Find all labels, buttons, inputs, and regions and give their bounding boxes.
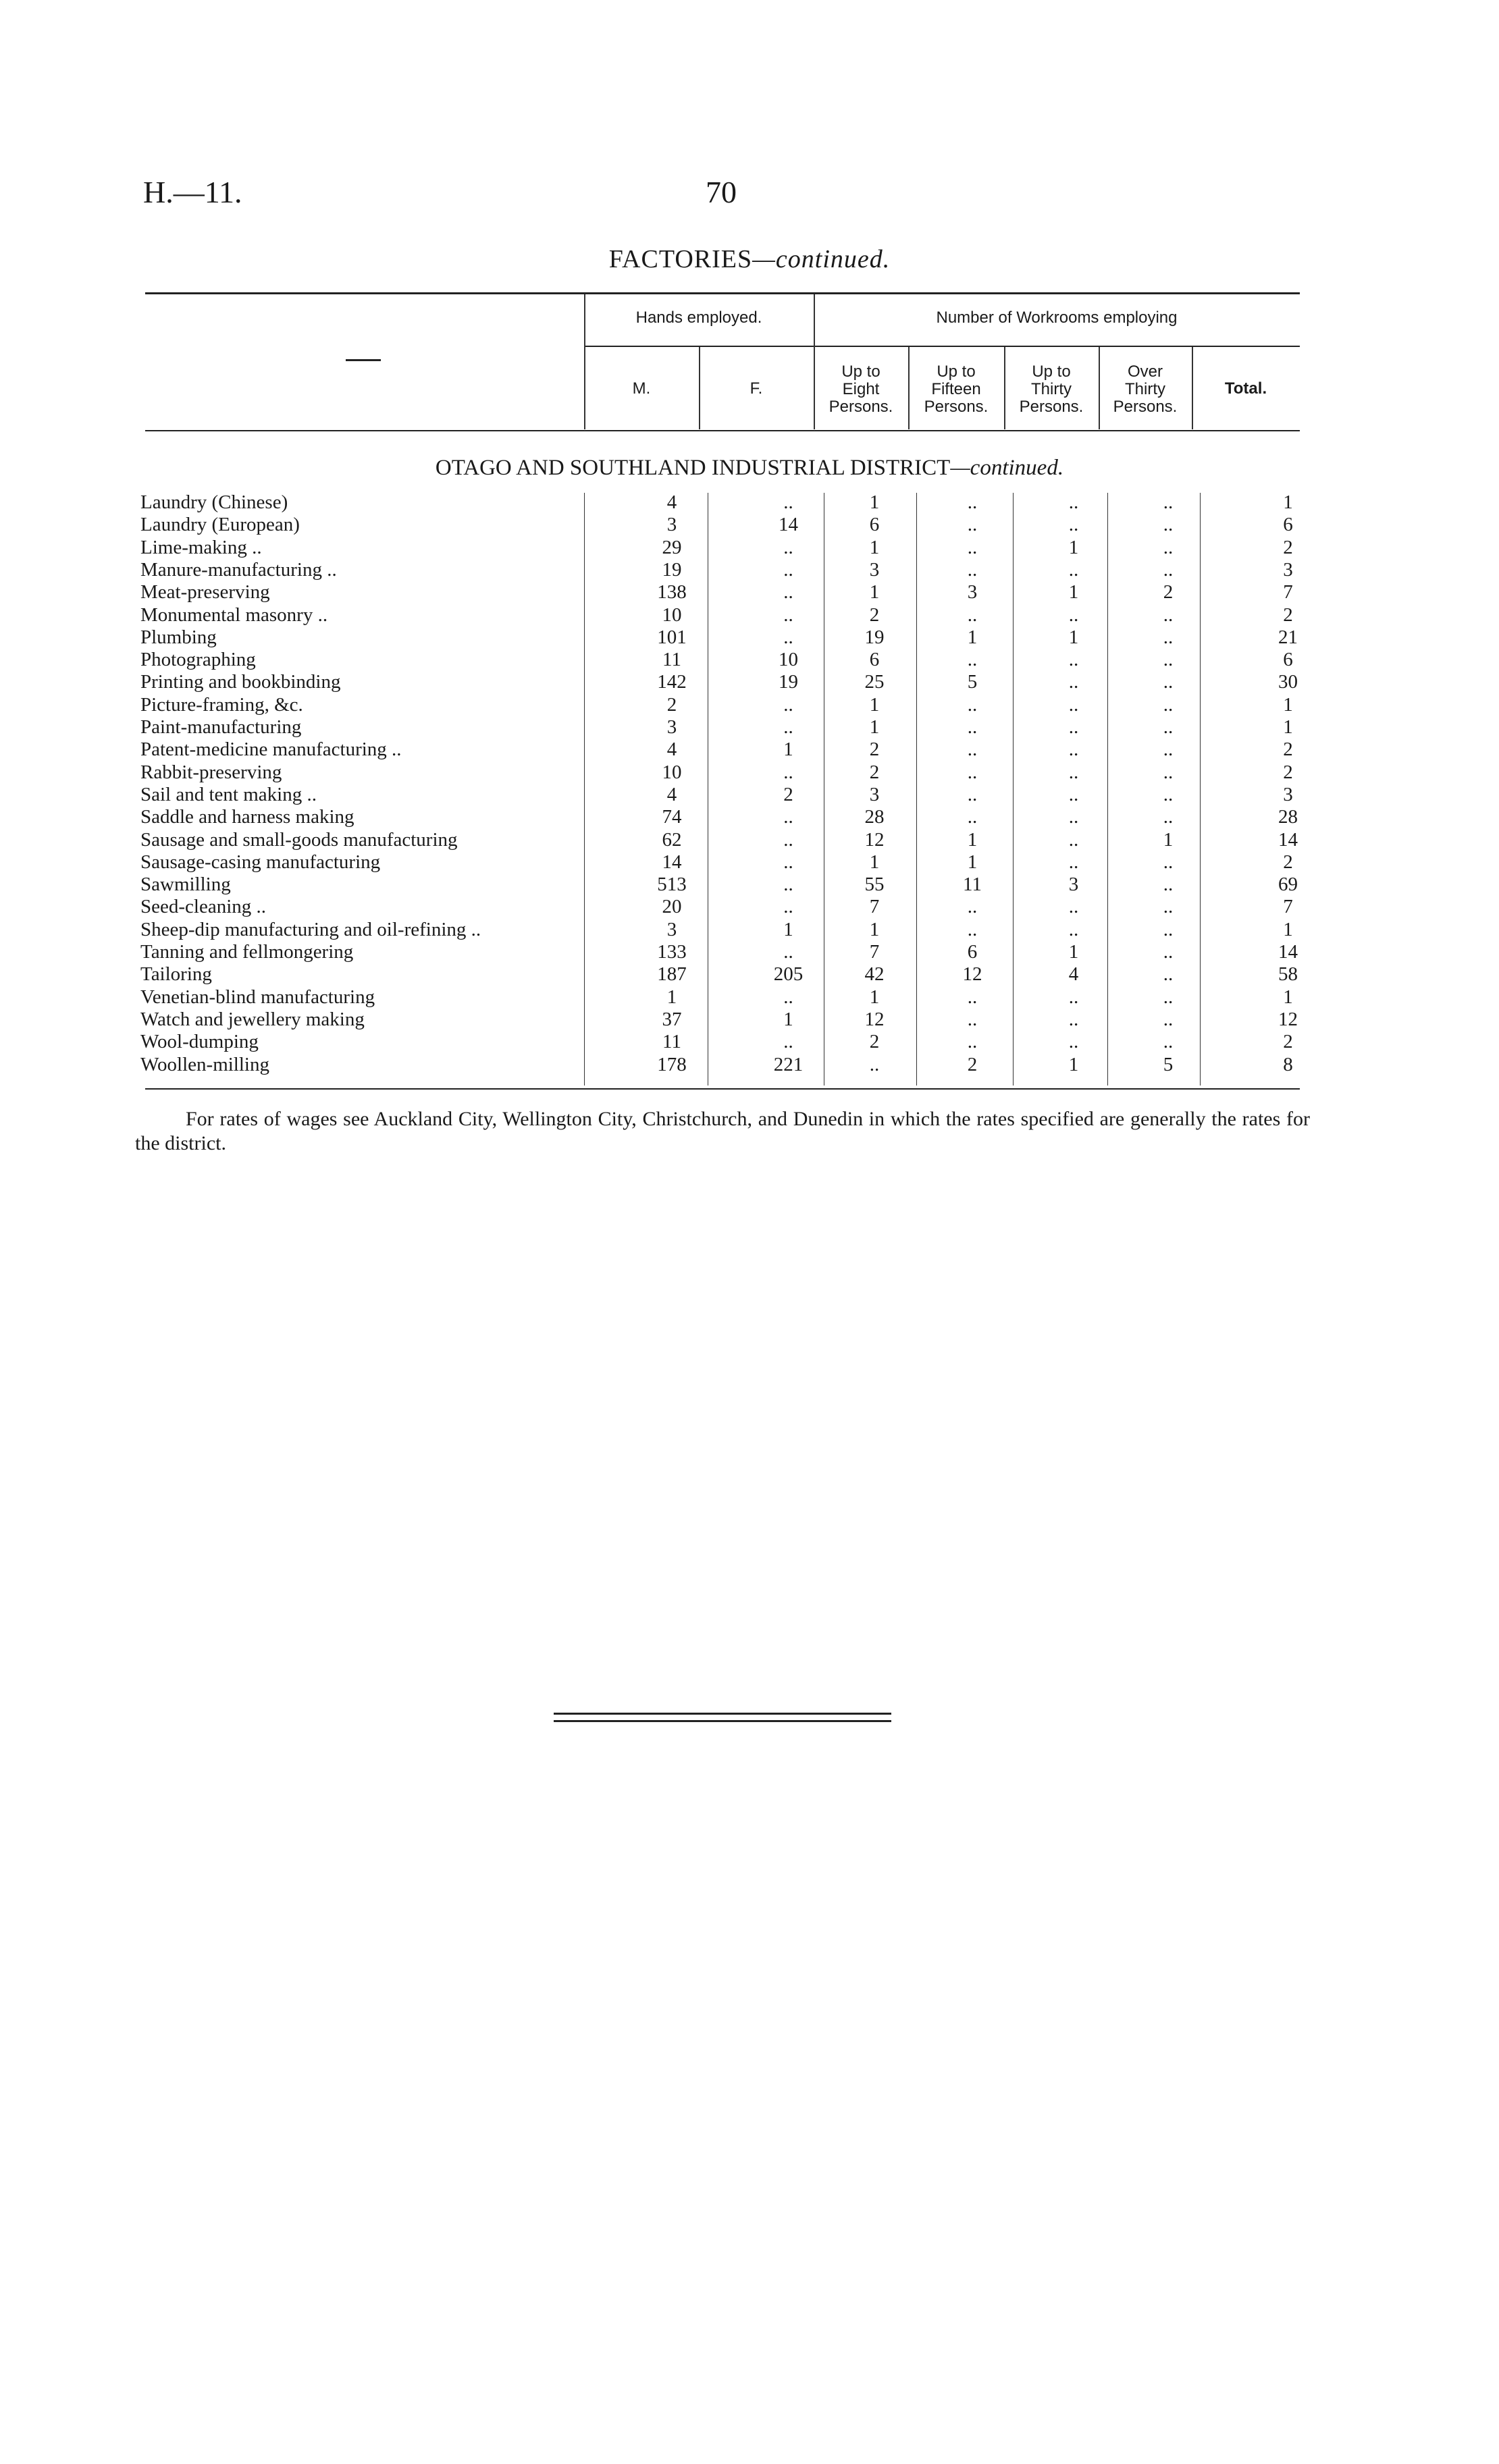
- cell-over: 1: [1163, 828, 1174, 851]
- row-label: Woollen-milling: [140, 1053, 269, 1075]
- row-label: Monumental masonry ..: [140, 604, 328, 626]
- cell-p15: ..: [967, 761, 978, 783]
- table-row: [0, 761, 1499, 784]
- cell-f: 1: [783, 739, 793, 761]
- footnote: For rates of wages see Auckland City, Wellington City, Christchurch, and Dunedin in which the rates specified are generally the rates for the district.: [135, 1108, 1310, 1154]
- end-rule-bottom: [554, 1720, 891, 1722]
- cell-total: 21: [1278, 626, 1298, 648]
- cell-p30: 1: [1068, 581, 1079, 604]
- cell-total: 58: [1278, 963, 1298, 986]
- row-label: Venetian-blind manufacturing: [140, 986, 375, 1008]
- row-label: Paint-manufacturing: [140, 716, 302, 738]
- cell-total: 14: [1278, 828, 1298, 851]
- cell-f: ..: [783, 536, 793, 558]
- table-row: [0, 739, 1499, 761]
- cell-f: 221: [773, 1053, 804, 1075]
- table-row: [0, 806, 1499, 828]
- cell-over: ..: [1163, 716, 1174, 738]
- col-thirty-line: Thirty: [1031, 380, 1072, 398]
- row-label: Patent-medicine manufacturing ..: [140, 739, 402, 761]
- table-row: [0, 604, 1499, 626]
- district-name: OTAGO AND SOUTHLAND INDUSTRIAL DISTRICT: [435, 456, 951, 480]
- cell-m: 3: [666, 514, 677, 536]
- cell-m: 3: [666, 918, 677, 940]
- cell-p30: ..: [1068, 1008, 1079, 1030]
- cell-p8: 6: [869, 514, 880, 536]
- cell-p8: 3: [869, 783, 880, 805]
- cell-f: ..: [783, 828, 793, 851]
- row-label: Wool-dumping: [140, 1031, 259, 1053]
- cell-over: ..: [1163, 693, 1174, 716]
- cell-f: ..: [783, 604, 793, 626]
- cell-f: ..: [783, 851, 793, 873]
- cell-f: 10: [779, 649, 798, 671]
- cell-p15: 1: [967, 828, 978, 851]
- cell-f: ..: [783, 761, 793, 783]
- cell-over: ..: [1163, 918, 1174, 940]
- col-over-line: Over: [1127, 363, 1163, 381]
- table-row: [0, 626, 1499, 649]
- header-top-rule: [145, 292, 1300, 294]
- cell-p30: ..: [1068, 491, 1079, 513]
- col-fifteen-heading: [908, 363, 1004, 416]
- cell-total: 1: [1283, 986, 1293, 1008]
- cell-p15: ..: [967, 739, 978, 761]
- row-label: Picture-framing, &c.: [140, 693, 303, 716]
- cell-total: 3: [1283, 783, 1293, 805]
- page-title: [0, 244, 1499, 274]
- cell-total: 6: [1283, 514, 1293, 536]
- row-label: Laundry (European): [140, 514, 300, 536]
- table-row: [0, 874, 1499, 896]
- cell-p30: ..: [1068, 671, 1079, 693]
- col-thirty-line: Persons.: [1019, 398, 1084, 416]
- cell-m: 20: [662, 896, 682, 918]
- cell-m: 1: [666, 986, 677, 1008]
- cell-p15: 2: [967, 1053, 978, 1075]
- table-row: [0, 671, 1499, 693]
- cell-over: ..: [1163, 536, 1174, 558]
- cell-m: 74: [662, 806, 682, 828]
- cell-over: ..: [1163, 851, 1174, 873]
- col-thirty-heading: [1004, 363, 1099, 416]
- cell-over: ..: [1163, 491, 1174, 513]
- row-label: Sausage-casing manufacturing: [140, 851, 381, 873]
- table-row: [0, 491, 1499, 514]
- cell-p8: 1: [869, 851, 880, 873]
- cell-p30: ..: [1068, 1031, 1079, 1053]
- row-label: Tanning and fellmongering: [140, 941, 354, 963]
- row-label: Sheep-dip manufacturing and oil-refining ..: [140, 918, 481, 940]
- cell-p15: 12: [962, 963, 982, 986]
- col-thirty-line: Up to: [1032, 363, 1071, 381]
- row-label: Sausage and small-goods manufacturing: [140, 828, 458, 851]
- cell-m: 4: [666, 783, 677, 805]
- cell-over: ..: [1163, 896, 1174, 918]
- cell-p8: 1: [869, 716, 880, 738]
- cell-m: 19: [662, 558, 682, 581]
- row-label: Laundry (Chinese): [140, 491, 288, 513]
- cell-m: 11: [662, 1031, 681, 1053]
- cell-over: ..: [1163, 963, 1174, 986]
- cell-m: 37: [662, 1008, 682, 1030]
- table-row: [0, 559, 1499, 581]
- row-label: Photographing: [140, 649, 256, 671]
- district-heading: [0, 456, 1499, 481]
- cell-f: 19: [779, 671, 798, 693]
- row-label: Plumbing: [140, 626, 217, 648]
- table-row: [0, 963, 1499, 986]
- col-f-heading: F.: [750, 379, 763, 398]
- cell-m: 29: [662, 536, 682, 558]
- cell-f: 1: [783, 918, 793, 940]
- table-row: [0, 784, 1499, 806]
- cell-over: ..: [1163, 941, 1174, 963]
- table-row: [0, 896, 1499, 918]
- row-label: Meat-preserving: [140, 581, 270, 604]
- cell-p8: 55: [864, 874, 885, 896]
- cell-p15: 3: [967, 581, 978, 604]
- row-label: Seed-cleaning ..: [140, 896, 267, 918]
- cell-total: 2: [1283, 851, 1293, 873]
- cell-m: 11: [662, 649, 681, 671]
- col-eight-line: Up to: [841, 363, 880, 381]
- cell-total: 1: [1283, 491, 1293, 513]
- table-row: [0, 1009, 1499, 1031]
- cell-over: ..: [1163, 806, 1174, 828]
- cell-p15: ..: [967, 806, 978, 828]
- cell-p30: ..: [1068, 851, 1079, 873]
- col-eight-heading: [814, 363, 908, 416]
- cell-p15: ..: [967, 1008, 978, 1030]
- cell-p15: ..: [967, 693, 978, 716]
- cell-total: 12: [1278, 1008, 1298, 1030]
- cell-f: 1: [783, 1008, 793, 1030]
- cell-p15: ..: [967, 649, 978, 671]
- col-eight-line: Persons.: [829, 398, 893, 416]
- row-label: Manure-manufacturing ..: [140, 558, 337, 581]
- cell-f: ..: [783, 626, 793, 648]
- cell-p30: ..: [1068, 604, 1079, 626]
- header-bottom-rule: [145, 430, 1300, 431]
- cell-p15: ..: [967, 918, 978, 940]
- cell-p8: 7: [869, 941, 880, 963]
- cell-f: ..: [783, 693, 793, 716]
- table-row: [0, 716, 1499, 739]
- cell-total: 1: [1283, 716, 1293, 738]
- cell-p15: ..: [967, 783, 978, 805]
- cell-f: 205: [773, 963, 804, 986]
- cell-p15: 11: [963, 874, 982, 896]
- cell-total: 6: [1283, 649, 1293, 671]
- col-fifteen-line: Up to: [937, 363, 976, 381]
- cell-p30: 1: [1068, 941, 1079, 963]
- cell-p8: 19: [864, 626, 885, 648]
- table-row: [0, 986, 1499, 1009]
- cell-f: ..: [783, 716, 793, 738]
- cell-p8: 2: [869, 739, 880, 761]
- table-bottom-rule: [145, 1088, 1300, 1090]
- workrooms-heading: Number of Workrooms employing: [936, 309, 1178, 327]
- cell-over: ..: [1163, 739, 1174, 761]
- page-reference: H.—11.: [143, 175, 242, 209]
- cell-total: 2: [1283, 536, 1293, 558]
- cell-f: ..: [783, 581, 793, 604]
- cell-total: 7: [1283, 581, 1293, 604]
- cell-p8: 1: [869, 536, 880, 558]
- cell-m: 4: [666, 491, 677, 513]
- cell-p30: ..: [1068, 716, 1079, 738]
- stub-dash: [346, 359, 381, 361]
- cell-total: 28: [1278, 806, 1298, 828]
- cell-p30: ..: [1068, 828, 1079, 851]
- cell-p8: 1: [869, 491, 880, 513]
- cell-over: 2: [1163, 581, 1174, 604]
- cell-p30: ..: [1068, 761, 1079, 783]
- table-row: [0, 829, 1499, 851]
- cell-over: ..: [1163, 1008, 1174, 1030]
- table-row: [0, 919, 1499, 941]
- cell-p30: ..: [1068, 896, 1079, 918]
- cell-over: ..: [1163, 626, 1174, 648]
- cell-p15: ..: [967, 558, 978, 581]
- cell-m: 133: [657, 941, 687, 963]
- cell-f: ..: [783, 986, 793, 1008]
- table-row: [0, 694, 1499, 716]
- col-fifteen-line: Persons.: [924, 398, 989, 416]
- cell-p15: 1: [967, 851, 978, 873]
- cell-p8: 7: [869, 896, 880, 918]
- cell-p8: 1: [869, 986, 880, 1008]
- row-label: Watch and jewellery making: [140, 1008, 365, 1030]
- cell-total: 1: [1283, 918, 1293, 940]
- row-label: Sawmilling: [140, 874, 231, 896]
- end-rule-top: [554, 1713, 891, 1715]
- cell-p30: 1: [1068, 536, 1079, 558]
- cell-p30: ..: [1068, 514, 1079, 536]
- row-label: Saddle and harness making: [140, 806, 354, 828]
- cell-p15: ..: [967, 604, 978, 626]
- cell-p8: 2: [869, 761, 880, 783]
- cell-p30: 3: [1068, 874, 1079, 896]
- cell-f: ..: [783, 806, 793, 828]
- cell-total: 69: [1278, 874, 1298, 896]
- cell-f: ..: [783, 491, 793, 513]
- cell-p8: 6: [869, 649, 880, 671]
- cell-p8: 12: [864, 828, 885, 851]
- cell-p15: 5: [967, 671, 978, 693]
- cell-p30: ..: [1068, 649, 1079, 671]
- cell-p15: 1: [967, 626, 978, 648]
- cell-p8: 1: [869, 918, 880, 940]
- cell-p15: ..: [967, 896, 978, 918]
- table-row: [0, 514, 1499, 536]
- cell-p8: 1: [869, 693, 880, 716]
- cell-over: ..: [1163, 558, 1174, 581]
- col-over-thirty-heading: [1099, 363, 1192, 416]
- cell-over: 5: [1163, 1053, 1174, 1075]
- cell-total: 2: [1283, 604, 1293, 626]
- table-row: [0, 649, 1499, 671]
- cell-f: ..: [783, 896, 793, 918]
- cell-f: ..: [783, 558, 793, 581]
- col-m-heading: M.: [632, 379, 651, 398]
- cell-total: 14: [1278, 941, 1298, 963]
- cell-over: ..: [1163, 514, 1174, 536]
- cell-p30: ..: [1068, 693, 1079, 716]
- row-label: Lime-making ..: [140, 536, 262, 558]
- cell-total: 30: [1278, 671, 1298, 693]
- cell-p15: ..: [967, 986, 978, 1008]
- cell-total: 3: [1283, 558, 1293, 581]
- col-total-heading: Total.: [1224, 379, 1267, 398]
- cell-p8: 1: [869, 581, 880, 604]
- cell-f: ..: [783, 1031, 793, 1053]
- cell-over: ..: [1163, 761, 1174, 783]
- cell-p30: 1: [1068, 1053, 1079, 1075]
- row-label: Printing and bookbinding: [140, 671, 341, 693]
- cell-p8: 2: [869, 1031, 880, 1053]
- cell-m: 178: [657, 1053, 687, 1075]
- cell-p30: ..: [1068, 783, 1079, 805]
- col-eight-line: Eight: [842, 380, 880, 398]
- cell-total: 8: [1283, 1053, 1293, 1075]
- cell-over: ..: [1163, 874, 1174, 896]
- table-row: [0, 941, 1499, 963]
- cell-m: 513: [657, 874, 687, 896]
- cell-f: 2: [783, 783, 793, 805]
- cell-f: ..: [783, 874, 793, 896]
- cell-over: ..: [1163, 649, 1174, 671]
- cell-p30: 1: [1068, 626, 1079, 648]
- cell-p30: ..: [1068, 918, 1079, 940]
- row-label: Rabbit-preserving: [140, 761, 282, 783]
- cell-p8: 25: [864, 671, 885, 693]
- table-row: [0, 1054, 1499, 1076]
- cell-p30: ..: [1068, 739, 1079, 761]
- cell-m: 101: [657, 626, 687, 648]
- cell-over: ..: [1163, 671, 1174, 693]
- cell-p8: 28: [864, 806, 885, 828]
- cell-p8: ..: [869, 1053, 880, 1075]
- cell-p8: 2: [869, 604, 880, 626]
- cell-total: 2: [1283, 739, 1293, 761]
- cell-over: ..: [1163, 986, 1174, 1008]
- col-fifteen-line: Fifteen: [931, 380, 981, 398]
- cell-total: 2: [1283, 1031, 1293, 1053]
- cell-f: 14: [779, 514, 798, 536]
- cell-m: 10: [662, 761, 682, 783]
- cell-p15: ..: [967, 1031, 978, 1053]
- cell-m: 10: [662, 604, 682, 626]
- cell-f: ..: [783, 941, 793, 963]
- row-label: Sail and tent making ..: [140, 783, 317, 805]
- table-row: [0, 851, 1499, 874]
- cell-over: ..: [1163, 1031, 1174, 1053]
- cell-p15: 6: [967, 941, 978, 963]
- cell-p30: ..: [1068, 558, 1079, 581]
- col-over-line: Persons.: [1113, 398, 1178, 416]
- cell-p8: 12: [864, 1008, 885, 1030]
- row-label: Tailoring: [140, 963, 212, 986]
- cell-total: 7: [1283, 896, 1293, 918]
- cell-p15: ..: [967, 491, 978, 513]
- cell-p30: 4: [1068, 963, 1079, 986]
- title-suffix: —continued.: [752, 245, 891, 273]
- cell-m: 138: [657, 581, 687, 604]
- cell-p15: ..: [967, 536, 978, 558]
- page-number: 70: [706, 175, 737, 209]
- cell-m: 4: [666, 739, 677, 761]
- cell-m: 62: [662, 828, 682, 851]
- cell-p15: ..: [967, 716, 978, 738]
- cell-p30: ..: [1068, 986, 1079, 1008]
- col-over-line: Thirty: [1125, 380, 1165, 398]
- cell-m: 14: [662, 851, 682, 873]
- cell-m: 187: [657, 963, 687, 986]
- cell-p8: 42: [864, 963, 885, 986]
- title-main: FACTORIES: [608, 245, 753, 273]
- cell-m: 142: [657, 671, 687, 693]
- table-row: [0, 1031, 1499, 1053]
- table-row: [0, 537, 1499, 559]
- table-row: [0, 581, 1499, 604]
- hands-employed-heading: Hands employed.: [635, 309, 762, 327]
- cell-p15: ..: [967, 514, 978, 536]
- cell-p8: 3: [869, 558, 880, 581]
- cell-over: ..: [1163, 783, 1174, 805]
- district-suffix: —continued.: [950, 456, 1064, 480]
- cell-m: 3: [666, 716, 677, 738]
- cell-total: 2: [1283, 761, 1293, 783]
- cell-m: 2: [666, 693, 677, 716]
- cell-total: 1: [1283, 693, 1293, 716]
- cell-over: ..: [1163, 604, 1174, 626]
- cell-p30: ..: [1068, 806, 1079, 828]
